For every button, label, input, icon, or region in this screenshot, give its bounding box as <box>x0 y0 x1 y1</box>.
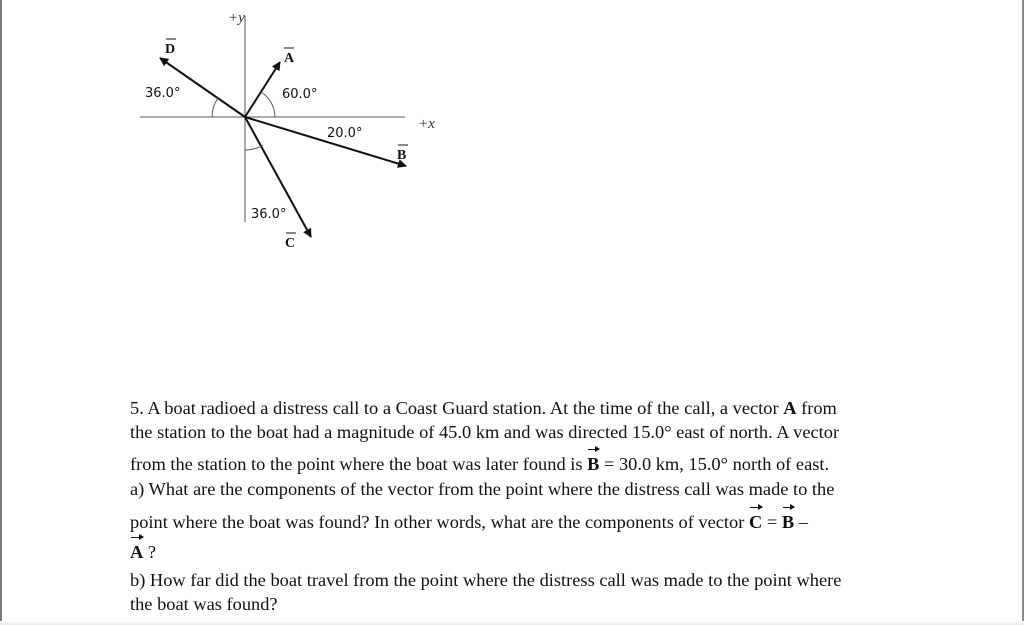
problem-line-7: b) How far did the boat travel from the point where the distress call was made to the point where <box>130 570 842 590</box>
vector-a-angle-arc <box>261 92 275 117</box>
vector-d-angle-arc <box>212 98 218 117</box>
problem-line-4: a) What are the components of the vector from the point where the distress call was made to the <box>130 479 835 499</box>
question-mark: ? <box>143 542 157 562</box>
vector-b-angle: 20.0° <box>327 126 363 141</box>
vector-a-reference: A <box>783 398 797 418</box>
x-axis-label: +x <box>418 116 435 132</box>
problem-line-5-text-a: point where the boat was found? In other words, what are the components of vector <box>130 512 749 532</box>
vector-a-label: A <box>284 51 295 66</box>
vector-b-arrow <box>245 117 406 166</box>
problem-line-3-text-b: = 30.0 km, 15.0° north of east. <box>599 454 830 474</box>
vector-a-angle: 60.0° <box>282 87 318 102</box>
vector-c-label: C <box>285 236 296 251</box>
minus-sign: – <box>794 512 808 532</box>
problem-line-3 <box>130 454 829 475</box>
problem-line-2: the station to the boat had a magnitude of 45.0 km and was directed 15.0° east of north. A vector <box>130 422 840 442</box>
y-axis-label: +y <box>228 10 245 26</box>
vector-d-label: D <box>165 42 176 57</box>
problem-line-6 <box>130 542 156 563</box>
problem-line-1 <box>130 398 837 419</box>
vector-d-angle: 36.0° <box>145 86 181 101</box>
problem-line-3-text-a: from the station to the point where the boat was later found is <box>130 454 588 474</box>
problem-line-1-text-a: 5. A boat radioed a distress call to a Coast Guard station. At the time of the call, a vector <box>130 398 784 418</box>
vector-a-reference-2: A <box>130 542 144 562</box>
vector-c-angle: 36.0° <box>251 207 287 222</box>
problem-line-8: the boat was found? <box>130 594 278 614</box>
vector-c-reference: C <box>748 512 763 532</box>
vector-b-reference-2: B <box>781 512 795 532</box>
vector-b-reference: B <box>587 454 600 474</box>
vector-b-label: B <box>397 148 407 163</box>
problem-line-5 <box>130 512 808 533</box>
vector-a-arrow <box>245 62 280 117</box>
problem-line-1-text-b: from <box>796 398 837 418</box>
equals-sign: = <box>762 512 782 532</box>
